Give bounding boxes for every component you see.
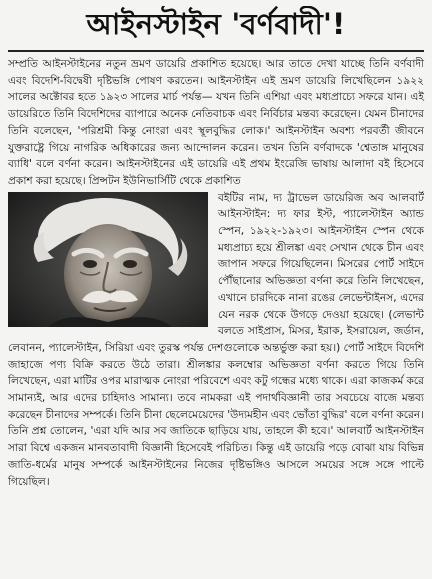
article-paragraph-1: সম্প্রতি আইনস্টাইনের নতুন ভ্রমণ ডায়েরি প্রকাশিত হয়েছে। আর তাতে দেখা যাচ্ছে তিনি বর্ণবাদী এবং বিদেশি-বিদ্বেষী দৃষ্টিভঙ্গি পোষণ করতেন। আইনস্টাইন এই ভ্রমণ ডায়েরি লিখেছিলেন ১৯২২ সালের অক্টোবর হতে ১৯২৩ সালের মার্চ পর্যন্ত— যখন তিনি এশিয়া এবং মধ্যপ্রাচ্যে সফরে যান। এই ডায়েরিতে তিনি বিদেশিদের ব্যাপারে অনেক নেতিবাচক এবং নির্বিচার মন্তব্য করেছেন। যেমন চীনাদের তিনি বলেছেন, 'পরিশ্রমী কিন্তু নোংরা এবং স্থূলবুদ্ধির লোক।' আইনস্টাইন অবশ্য পরবর্তী জীবনে যুক্তরাষ্ট্রে গিয়ে নাগরিক অধিকারের জন্য আন্দোলন করেন। তখন তিনি বর্ণবাদকে 'শ্বেতাঙ্গ মানুষের ব্যাধি' বলে বর্ণনা করেন। আইনস্টাইনের এই ডায়েরি এই প্রথম ইংরেজি ভাষায় আলাদা বই হিসেবে প্রকাশ করা হয়েছে। প্রিন্সটন ইউনিভার্সিটি থেকে প্রকাশিত bbox=[8, 58, 424, 187]
article-paragraph-2: বইটির নাম, দ্য ট্রাভেল ডায়েরিজ অব আলবার্ট আইনস্টাইন: দ্য ফার ইস্ট, প্যালেস্টাইন অ্যান্ড স্পেন, ১৯২২-১৯২৩। আইনস্টাইন স্পেন থেকে মধ্যপ্রাচ্য হয়ে শ্রীলঙ্কা এবং সেখান থেকে চীন এবং জাপান সফরে গিয়েছিলেন। মিসরের পোর্ট সাইদে পৌঁছানোর অভিজ্ঞতা বর্ণনা করে তিনি লিখেছেন, এখানে চারদিকে নানা রঙের লেভেন্টাইনস, এদের যেন নরক থেকে উগড়ে দেওয়া হয়েছে। (লেভান্ট বলতে সাইপ্রাস, মিসর, ইরাক, ইসরায়েল, জর্ডান, লেবানন, প্যালেস্টাইন, সিরিয়া এবং তুরস্ক পর্যন্ত দেশগুলোকে অন্তর্ভুক্ত করা হয়।) পোর্ট সাইদে বিদেশি জাহাজে পণ্য বিক্রি করতে উঠে তারা। শ্রীলঙ্কার কলম্বোর অভিজ্ঞতা বর্ণনা করতে গিয়ে তিনি লিখেছেন, এরা মাটির ওপর মারাত্মক নোংরা পরিবেশে এবং কটু গন্ধের মধ্যে থাকে। এরা কাজকর্ম করে সামান্যই, আর এদের চাহিদাও সামান্য। তবে নামকরা এই পদার্থবিজ্ঞানী তার সবচেয়ে বাজে মন্তব্য করেছেন চীনাদের সম্পর্কে। তিনি চীনা ছেলেমেয়েদের 'উদ্যমহীন এবং ভোঁতা বুদ্ধির' বলে বর্ণনা করেন। তিনি প্রশ্ন তোলেন, 'এরা যদি আর সব জাতিকে ছাড়িয়ে যায়, তাহলে কী হবে।' আলবার্ট আইনস্টাইন সারা বিশ্বে একজন মানবতাবাদী বিজ্ঞানী হিসেবেই পরিচিত। কিন্তু এই ডায়েরি পড়ে বোঝা যায় বিভিন্ন জাতি-ধর্মের মানুষ সম্পর্কে আইনস্টাইনের নিজের দৃষ্টিভঙ্গিও আসলে সময়ের সঙ্গে সঙ্গে পাল্টে গিয়েছিল। bbox=[8, 191, 424, 488]
einstein-photo bbox=[8, 192, 208, 327]
einstein-portrait-icon bbox=[8, 192, 208, 327]
article-body bbox=[8, 56, 424, 490]
headline: আইনস্টাইন 'বর্ণবাদী'! bbox=[8, 6, 424, 52]
